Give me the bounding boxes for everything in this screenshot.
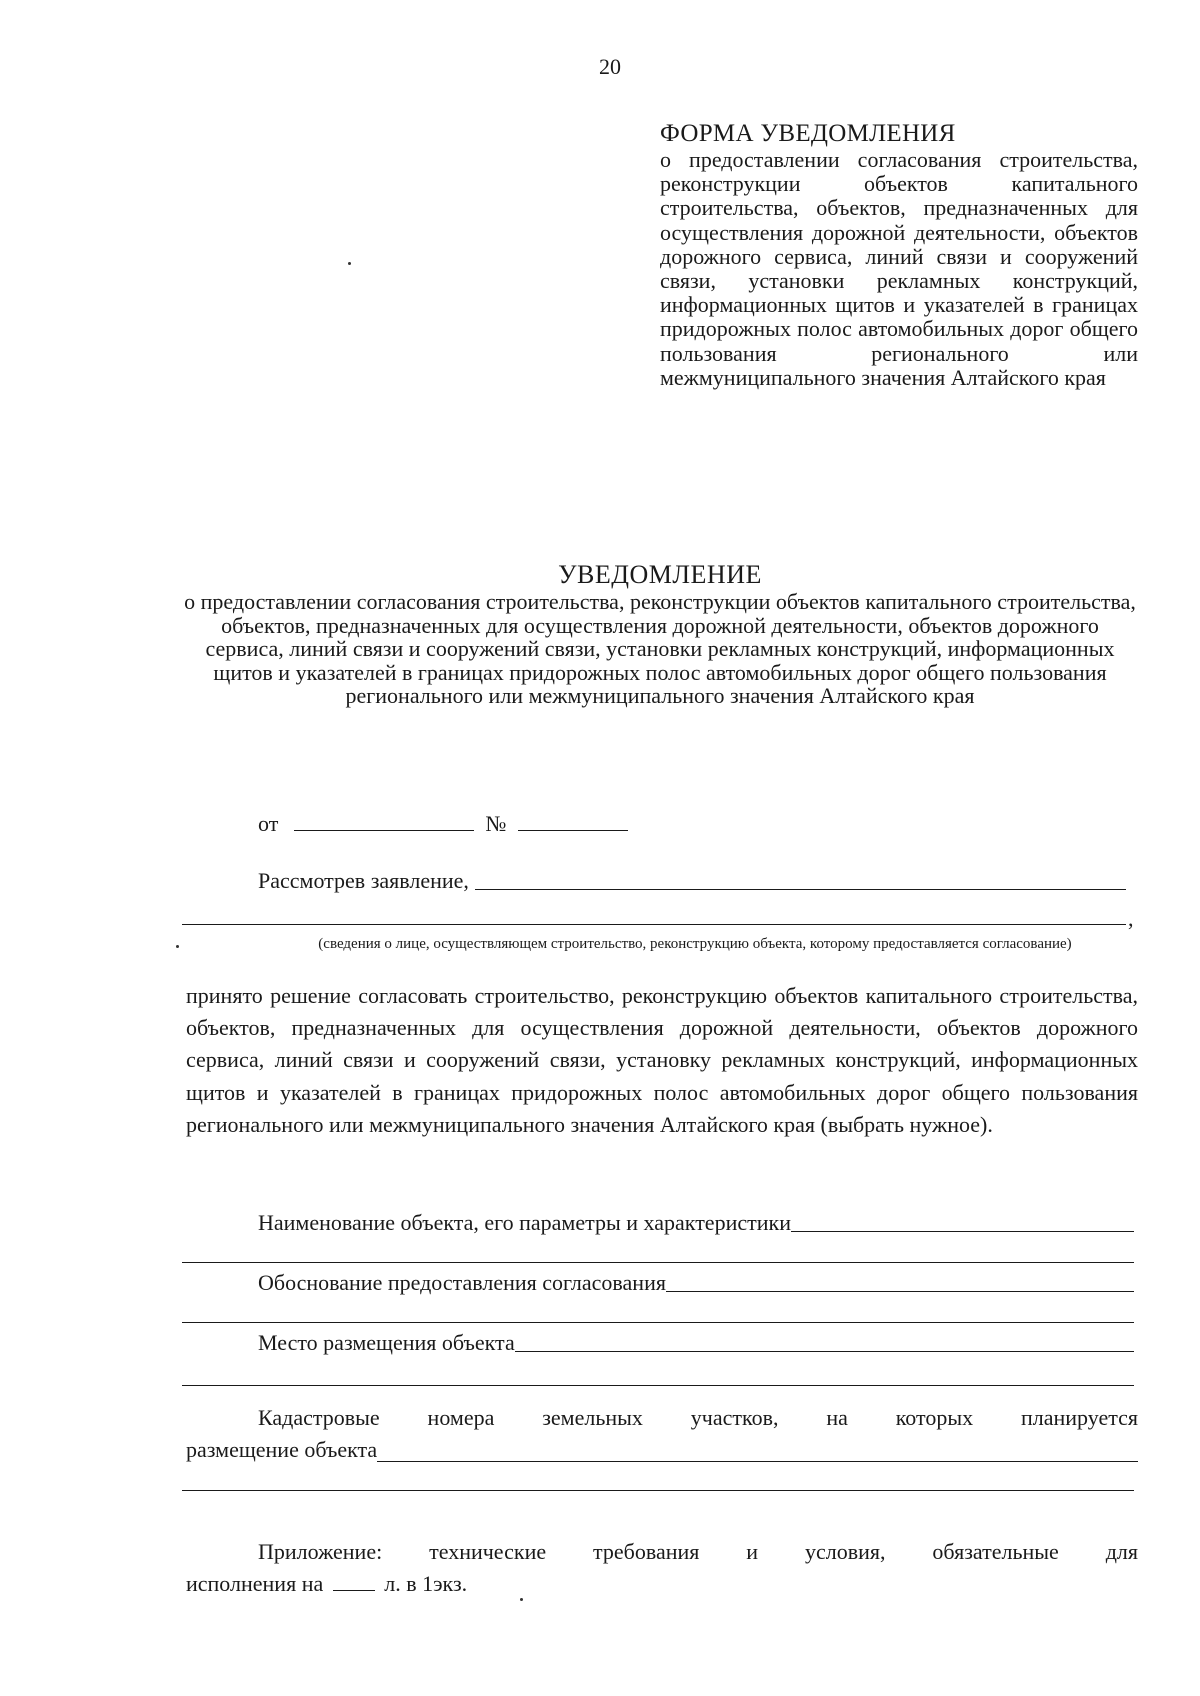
decision-paragraph: принято решение согласовать строительство, реконструкцию объектов капитального строительства, объектов, предназначенных для осуществления дорожной деятельности, объектов дорожного сервиса, линий связи и сооружений связи, установку рекламных конструкций, информационных щитов и указателей в границах придорожных полос автомобильных дорог общего пользования регионального или межмуниципального значения Алтайского края (выбрать нужное). (186, 983, 1138, 1137)
location-field-continuation[interactable] (182, 1385, 1134, 1386)
justification-label: Обоснование предоставления согласования (258, 1270, 666, 1295)
justification-field[interactable] (666, 1291, 1134, 1292)
appendix-paragraph (186, 1536, 1138, 1600)
applicant-caption: (сведения о лице, осуществляющем строительство, реконструкцию объекта, которому предоставляется согласование) (318, 936, 1072, 952)
date-field[interactable] (294, 810, 474, 831)
cadastre-label-line1: Кадастровые номера земельных участков, на которых планируется (258, 1405, 1138, 1430)
number-label: № (485, 811, 507, 836)
appendix-line2-before: исполнения на (186, 1571, 324, 1596)
applicant-field-end-mark: , (1128, 906, 1134, 931)
location-line (258, 1330, 1134, 1356)
sheet-count-field[interactable] (333, 1572, 375, 1591)
cadastre-label-line2: размещение объекта (186, 1437, 378, 1462)
number-field[interactable] (518, 810, 628, 831)
object-name-line (258, 1210, 1134, 1236)
location-field[interactable] (515, 1351, 1134, 1352)
notice-title: УВЕДОМЛЕНИЕ (558, 560, 762, 589)
object-name-field-continuation[interactable] (182, 1262, 1134, 1263)
notice-subtitle: о предоставлении согласования строительства, реконструкции объектов капитального строительства, объектов, предназначенных для осуществления дорожной деятельности, объектов дорожного сервиса, линий связи и сооружений связи, установки рекламных конструкций, информационных щитов и указателей в границах придорожных полос автомобильных дорог общего пользования регионального или межмуниципального значения Алтайского края (184, 589, 1136, 708)
date-number-line (258, 810, 628, 837)
scan-speck (348, 262, 351, 265)
applicant-field[interactable] (475, 889, 1126, 890)
appendix-line1: Приложение: технические требования и условия, обязательные для (258, 1539, 1138, 1564)
justification-field-continuation[interactable] (182, 1322, 1134, 1323)
cadastre-field[interactable] (377, 1461, 1138, 1462)
appendix-line2 (186, 1568, 1138, 1600)
notice-heading (180, 560, 1140, 708)
page-number: 20 (599, 54, 621, 79)
cadastre-paragraph (186, 1402, 1138, 1466)
form-header-text: о предоставлении согласования строительства, реконструкции объектов капитального строительства, объектов, предназначенных для осуществления дорожной деятельности, объектов дорожного сервиса, линий связи и сооружений связи, установки рекламных конструкций, информационных щитов и указателей в границах придорожных полос автомобильных дорог общего пользования регионального или межмуниципального значения Алтайского края (660, 147, 1138, 390)
object-name-field[interactable] (791, 1231, 1134, 1232)
applicant-field-continuation[interactable] (182, 924, 1126, 925)
from-label: от (258, 811, 279, 836)
cadastre-field-continuation[interactable] (182, 1490, 1134, 1491)
justification-line (258, 1270, 1134, 1296)
scan-speck (176, 945, 179, 948)
location-label: Место размещения объекта (258, 1330, 515, 1355)
considered-label: Рассмотрев заявление, (258, 868, 469, 893)
appendix-line2-after: л. в 1экз. (384, 1571, 468, 1596)
object-name-label: Наименование объекта, его параметры и характеристики (258, 1210, 791, 1235)
cadastre-line2 (186, 1434, 1138, 1466)
form-header (660, 120, 1138, 390)
form-header-title: ФОРМА УВЕДОМЛЕНИЯ (660, 120, 956, 147)
considered-line (258, 868, 1126, 894)
